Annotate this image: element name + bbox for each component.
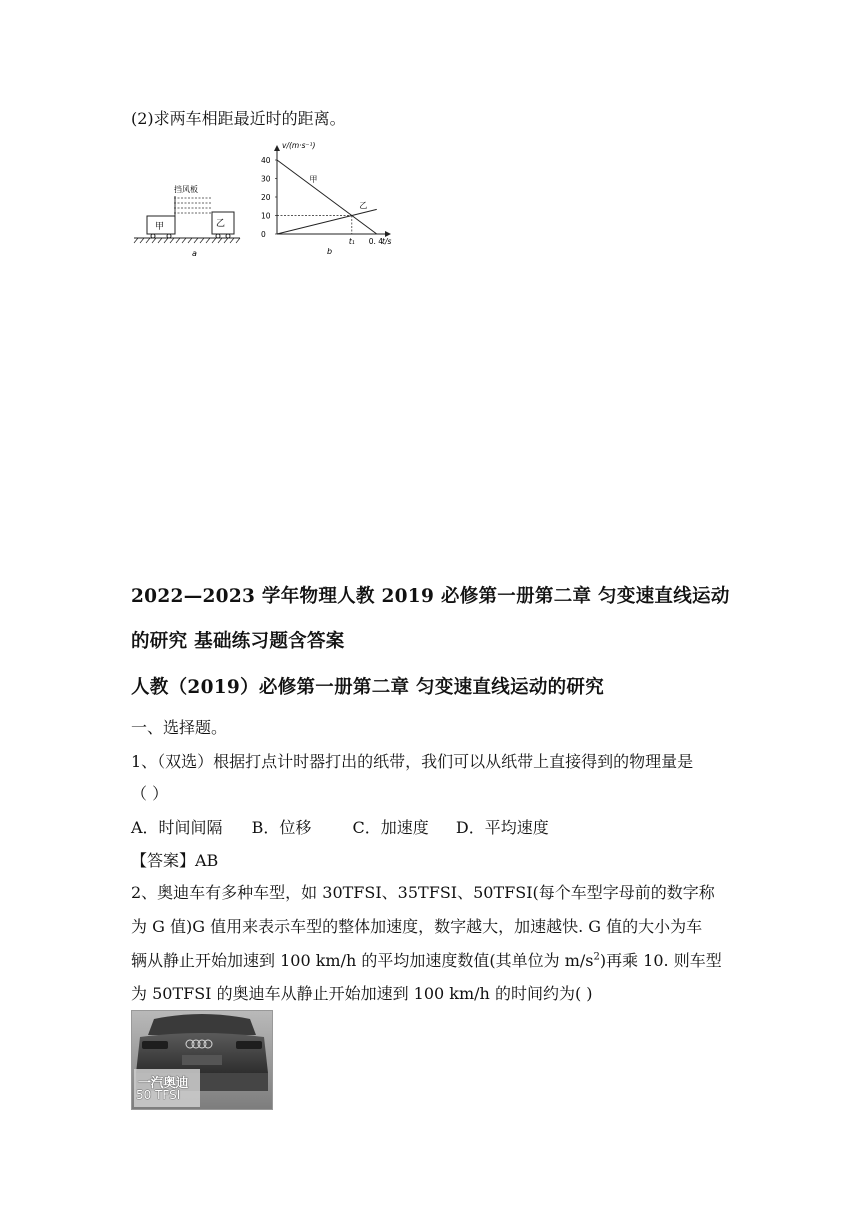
question-2-line-3-part-a: 辆从静止开始加速到 100 km/h 的平均加速度数值(其单位为 m/s <box>131 951 594 970</box>
y-axis-label: v/(m·s⁻¹) <box>282 141 316 150</box>
question-2-text-line-2: 为 G 值)G 值用来表示车型的整体加速度，数字越大，加速越快. G 值的大小为车 <box>131 917 703 936</box>
x-tick-0-4: 0. 4 <box>368 237 384 246</box>
badge-text-top: 一汽奥迪 <box>138 1076 189 1091</box>
question-1-answer: 【答案】AB <box>131 851 219 870</box>
board-label: 挡风板 <box>174 185 198 194</box>
question-1-blank: （ ） <box>131 784 169 803</box>
question-1-text: 1、（双选）根据打点计时器打出的纸带，我们可以从纸带上直接得到的物理量是 <box>131 752 694 771</box>
question-2-text-line-1: 2、奥迪车有多种车型，如 30TFSI、35TFSI、50TFSI(每个车型字母前的数字称 <box>131 883 715 902</box>
y-tick-label: 30 <box>261 174 271 184</box>
option-c: C．加速度 <box>352 818 429 837</box>
series-jia-line <box>277 160 377 234</box>
option-a: A．时间间隔 <box>131 818 223 837</box>
x-tick-t1: t₁ <box>348 237 355 246</box>
audi-car-photo <box>131 1010 273 1110</box>
question-2-text-line-4: 为 50TFSI 的奥迪车从静止开始加速到 100 km/h 的时间约为( ) <box>131 984 593 1003</box>
figure-b-caption: b <box>327 247 333 256</box>
series-jia-label: 甲 <box>309 175 318 185</box>
y-tick-label: 10 <box>261 211 271 221</box>
section-heading: 一、选择题。 <box>131 718 228 737</box>
figure-a-caption: a <box>192 249 197 258</box>
series-yi-label: 乙 <box>359 201 368 211</box>
figure-b-chart <box>255 138 405 260</box>
question-2-subpart: (2)求两车相距最近时的距离。 <box>131 109 346 128</box>
document-title-line-2: 的研究 基础练习题含答案 <box>131 631 345 652</box>
badge-text-bottom: 50 TFSI <box>136 1088 181 1102</box>
y-tick-label: 20 <box>261 193 271 202</box>
option-b: B．位移 <box>251 818 312 837</box>
question-1-options <box>131 815 549 838</box>
y-tick-label: 40 <box>261 156 271 165</box>
question-2-text-line-3 <box>131 948 722 971</box>
document-title-line-1: 2022—2023 学年物理人教 2019 必修第一册第二章 匀变速直线运动 <box>131 586 730 607</box>
document-subtitle: 人教（2019）必修第一册第二章 匀变速直线运动的研究 <box>131 677 605 698</box>
unit-superscript: 2 <box>593 951 600 963</box>
x-axis-label: t/s <box>382 237 392 246</box>
car-jia-label: 甲 <box>155 222 165 232</box>
y-tick-label: 0 <box>261 230 266 239</box>
question-2-line-3-part-b: )再乘 10. 则车型 <box>599 951 722 970</box>
option-d: D．平均速度 <box>455 818 549 837</box>
series-yi-line <box>277 209 377 234</box>
car-yi-label: 乙 <box>216 219 226 229</box>
figure-a <box>130 180 245 260</box>
